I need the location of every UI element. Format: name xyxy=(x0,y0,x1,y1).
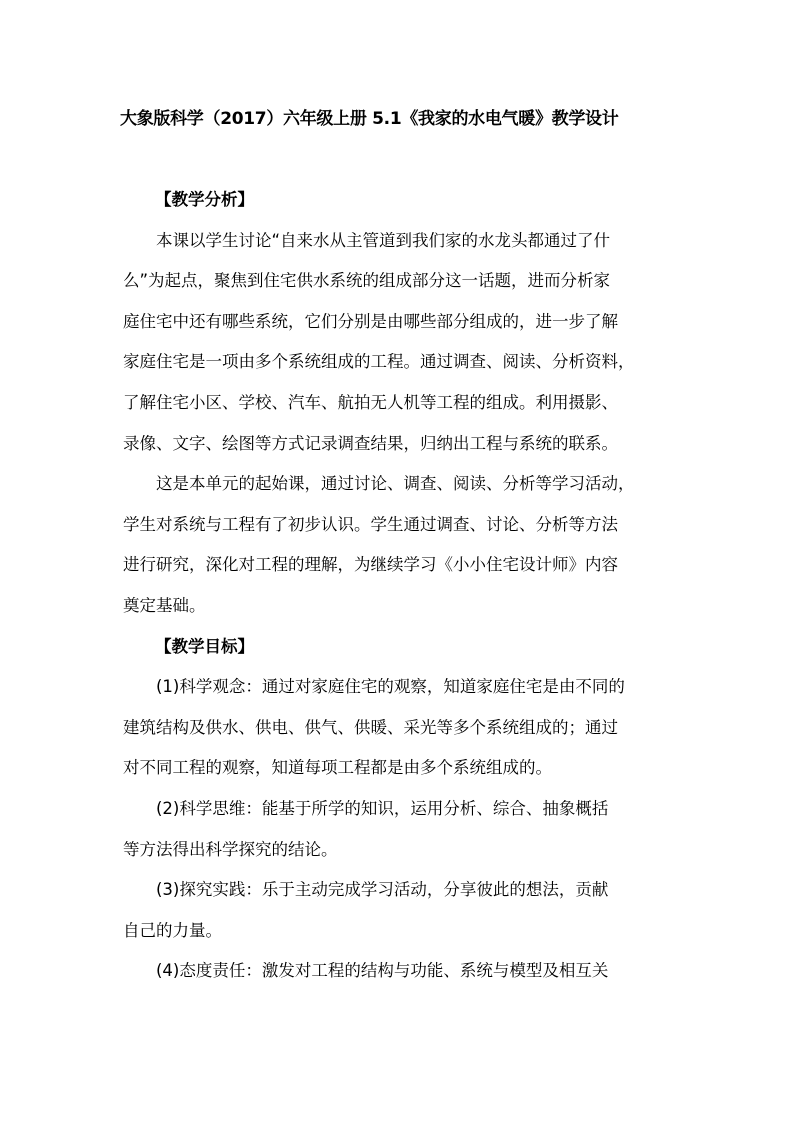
objective-item-2 xyxy=(123,789,683,870)
text-line: 了解住宅小区、学校、汽车、航拍无人机等工程的组成。利用摄影、 xyxy=(123,392,618,412)
text-line: (2)科学思维：能基于所学的知识，运用分析、综合、抽象概括 xyxy=(156,798,609,818)
text-line: 奠定基础。 xyxy=(123,595,206,615)
objective-item-4 xyxy=(123,951,683,992)
document-title: 大象版科学（2017）六年级上册 5.1《我家的水电气暖》教学设计 xyxy=(120,109,619,129)
text-line: 自己的力量。 xyxy=(123,920,222,940)
text-line: (1)科学观念：通过对家庭住宅的观察，知道家庭住宅是由不同的 xyxy=(156,677,625,697)
section-heading-objectives: 【教学目标】 xyxy=(155,636,254,656)
text-line: 等方法得出科学探究的结论。 xyxy=(123,839,338,859)
text-line: 么”为起点，聚焦到住宅供水系统的组成部分这一话题，进而分析家 xyxy=(123,271,611,291)
text-line: (3)探究实践：乐于主动完成学习活动，分享彼此的想法，贡献 xyxy=(156,880,609,900)
text-line: (4)态度责任：激发对工程的结构与功能、系统与模型及相互关 xyxy=(156,961,609,981)
text-line: 本课以学生讨论“自来水从主管道到我们家的水龙头都通过了什 xyxy=(156,230,611,250)
objective-item-3 xyxy=(123,870,683,951)
analysis-paragraph-2 xyxy=(123,464,683,626)
analysis-paragraph-1 xyxy=(123,221,683,465)
section-heading-analysis: 【教学分析】 xyxy=(155,190,254,209)
text-line: 这是本单元的起始课，通过讨论、调查、阅读、分析等学习活动， xyxy=(156,474,635,494)
text-line: 录像、文字、绘图等方式记录调查结果，归纳出工程与系统的联系。 xyxy=(123,433,618,453)
text-line: 学生对系统与工程有了初步认识。学生通过调查、讨论、分析等方法 xyxy=(123,514,618,534)
objective-item-1 xyxy=(123,667,683,789)
text-line: 对不同工程的观察，知道每项工程都是由多个系统组成的。 xyxy=(123,758,552,778)
text-line: 庭住宅中还有哪些系统，它们分别是由哪些部分组成的，进一步了解 xyxy=(123,311,618,331)
text-line: 家庭住宅是一项由多个系统组成的工程。通过调查、阅读、分析资料， xyxy=(123,352,635,372)
text-line: 建筑结构及供水、供电、供气、供暖、采光等多个系统组成的；通过 xyxy=(123,717,618,737)
document-body xyxy=(123,180,683,992)
text-line: 进行研究，深化对工程的理解，为继续学习《小小住宅设计师》内容 xyxy=(123,555,618,575)
